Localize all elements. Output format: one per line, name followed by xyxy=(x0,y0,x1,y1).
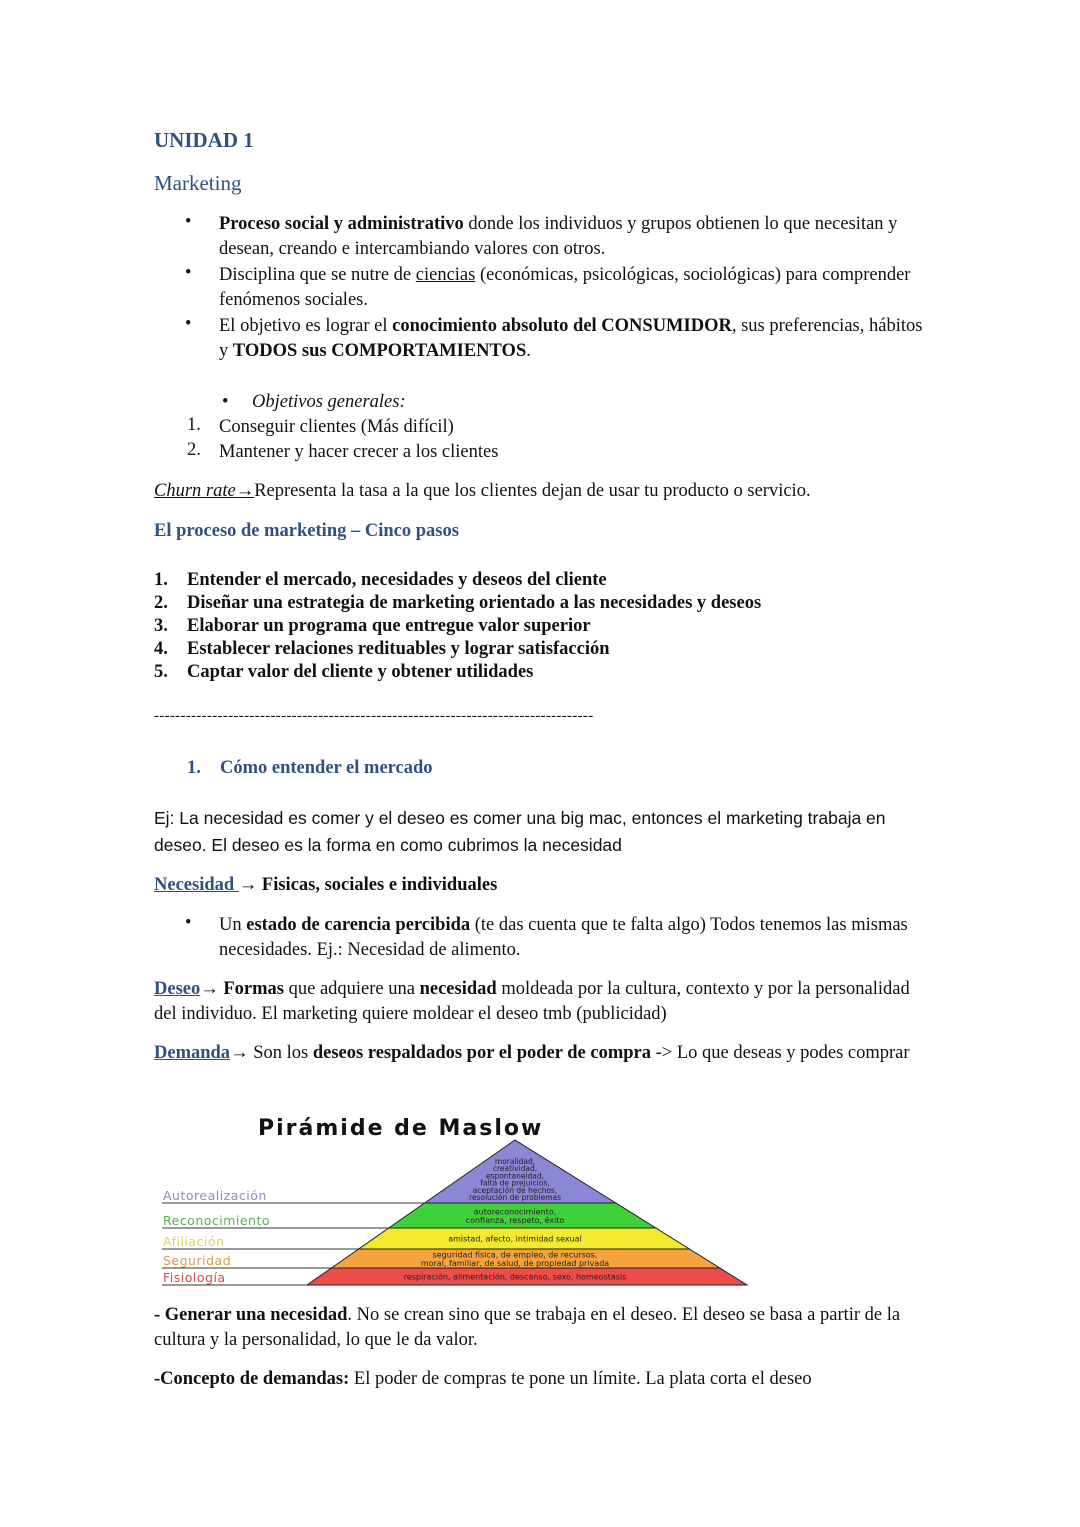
bullet-icon: • xyxy=(185,212,192,232)
process-heading: El proceso de marketing – Cinco pasos xyxy=(154,521,459,541)
deseo-definition: Deseo→ Formas que adquiere una necesidad moldeada por la cultura, contexto y por la personalidad del individuo. El marketing quiere moldear el deseo tmb (publicidad) xyxy=(154,979,910,1024)
bullet-item: Proceso social y administrativo donde los individuos y grupos obtienen lo que necesitan y desean, creando e intercambiando valores con otros. xyxy=(219,214,898,259)
separator: ----------------------------------------------------------------------------------- xyxy=(154,708,594,724)
list-number: 2. xyxy=(187,440,201,460)
level-description: confianza, respeto, éxito xyxy=(465,1215,565,1225)
bullet-item: El objetivo es lograr el conocimiento absoluto del CONSUMIDOR, sus preferencias, hábitos y TODOS sus COMPORTAMIENTOS. xyxy=(219,316,923,361)
level-description: creatividad, xyxy=(492,1164,538,1174)
level-label: Reconocimiento xyxy=(163,1213,271,1228)
maslow-pyramid xyxy=(150,1105,760,1295)
bullet-icon: • xyxy=(185,913,192,933)
level-description: moral, familiar, de salud, de propiedad privada xyxy=(420,1258,610,1268)
level-label: Afiliación xyxy=(163,1234,225,1249)
level-label: Autorealización xyxy=(163,1188,267,1203)
section-heading: 1. Cómo entender el mercado xyxy=(187,758,433,778)
concepto-paragraph: -Concepto de demandas: El poder de compras te pone un límite. La plata corta el deseo xyxy=(154,1369,812,1389)
demanda-definition: Demanda→ Son los deseos respaldados por el poder de compra -> Lo que deseas y podes comprar xyxy=(154,1043,910,1063)
level-description: autoreconocimiento, xyxy=(473,1207,557,1217)
necesidad-definition: Necesidad → Fisicas, sociales e individuales xyxy=(154,875,498,895)
step-item: 5. Captar valor del cliente y obtener utilidades xyxy=(154,662,534,682)
steps-list xyxy=(154,569,761,684)
level-description: seguridad física, de empleo, de recursos, xyxy=(432,1250,598,1260)
pyramid-title: Pirámide de Maslow xyxy=(258,1116,544,1141)
bullet-icon: • xyxy=(185,263,192,283)
bullet-item: Un estado de carencia percibida (te das cuenta que te falta algo) Todos tenemos las mismas necesidades. Ej.: Necesidad de alimento. xyxy=(219,915,908,960)
level-label: Seguridad xyxy=(163,1253,232,1268)
unit-title: UNIDAD 1 xyxy=(154,128,254,152)
objectives-label: Objetivos generales: xyxy=(252,392,406,412)
step-item: 4. Establecer relaciones redituables y lograr satisfacción xyxy=(154,639,610,659)
level-description: respiración, alimentación, descanso, sexo, homeostasis xyxy=(403,1272,627,1282)
step-item: 2. Diseñar una estrategia de marketing orientado a las necesidades y deseos xyxy=(154,593,762,613)
level-description: resolución de problemas xyxy=(468,1193,562,1202)
objective-item: Mantener y hacer crecer a los clientes xyxy=(219,442,499,462)
step-item: 1. Entender el mercado, necesidades y deseos del cliente xyxy=(154,570,607,590)
level-description: espontaneidad, xyxy=(485,1171,545,1181)
level-description: falta de prejuicios, xyxy=(480,1178,550,1188)
churn-rate-definition: Churn rate→Representa la tasa a la que los clientes dejan de usar tu producto o servicio. xyxy=(154,481,811,501)
level-description: amistad, afecto, intimidad sexual xyxy=(448,1234,582,1244)
list-number: 1. xyxy=(187,415,201,435)
objective-item: Conseguir clientes (Más difícil) xyxy=(219,417,454,437)
level-description: moralidad, xyxy=(494,1157,536,1166)
bullet-icon: • xyxy=(222,392,229,412)
generar-paragraph: - Generar una necesidad. No se crean sino que se trabaja en el deseo. El deseo se basa a partir de la cultura y la personalidad, lo que le da valor. xyxy=(154,1305,901,1350)
section-subtitle: Marketing xyxy=(154,171,242,195)
level-description: aceptación de hechos, xyxy=(472,1185,558,1195)
level-label: Fisiología xyxy=(163,1270,226,1285)
step-item: 3. Elaborar un programa que entregue valor superior xyxy=(154,616,591,636)
example-paragraph: Ej: La necesidad es comer y el deseo es comer una big mac, entonces el marketing trabaja en deseo. El deseo es la forma en como cubrimos la necesidad xyxy=(154,808,886,855)
bullet-icon: • xyxy=(185,314,192,334)
bullet-item: Disciplina que se nutre de ciencias (económicas, psicológicas, sociológicas) para comprender fenómenos sociales. xyxy=(219,265,911,310)
